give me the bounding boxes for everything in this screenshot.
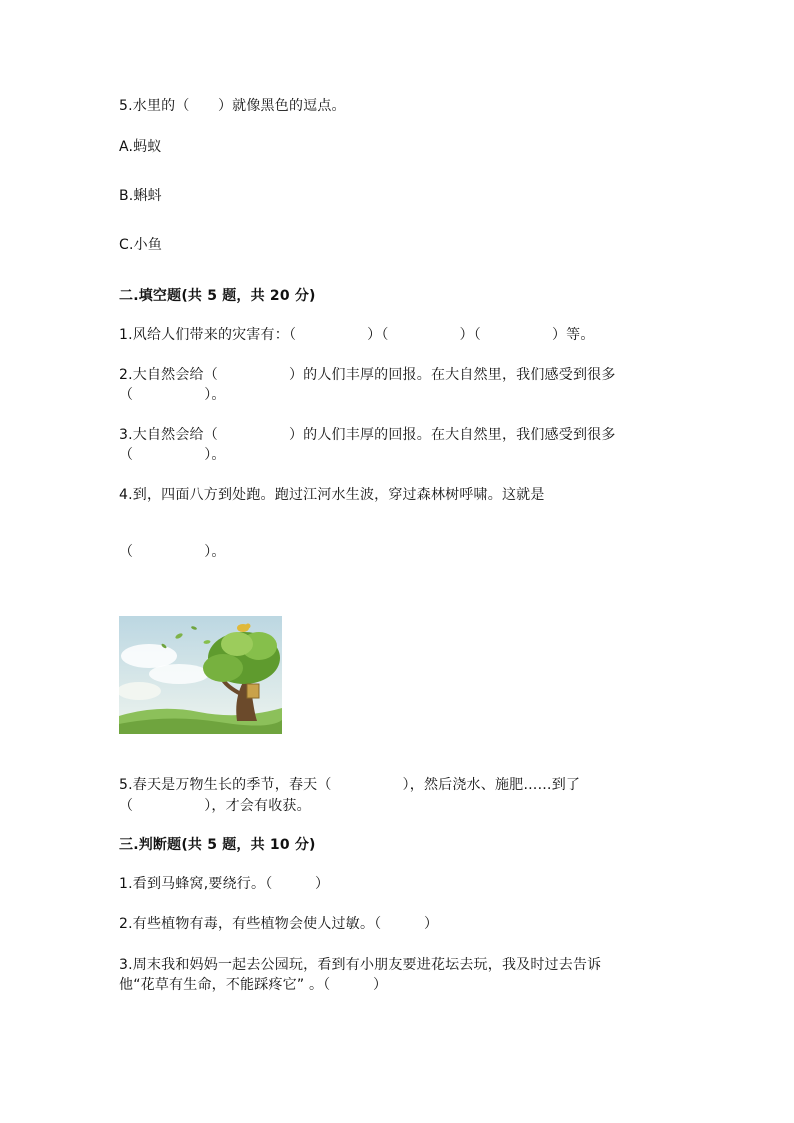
mc-option-a: A.蚂蚁 [119, 139, 162, 155]
fill-question-3-line1: 3.大自然会给（ ）的人们丰厚的回报。在大自然里，我们感受到很多 [119, 427, 616, 443]
fill-question-4-line1: 4.到，四面八方到处跑。跑过江河水生波，穿过森林树呼啸。这就是 [119, 487, 545, 503]
judge-question-3-line1: 3.周末我和妈妈一起去公园玩，看到有小朋友要进花坛去玩，我及时过去告诉 [119, 957, 602, 973]
judge-question-3-line2: 他“花草有生命，不能踩疼它” 。（ ） [119, 977, 388, 993]
fill-section-heading: 二.填空题(共 5 题，共 20 分) [119, 288, 316, 304]
tree-picture [119, 616, 282, 734]
fill-question-1: 1.风给人们带来的灾害有：（ ）（ ）（ ）等。 [119, 327, 595, 343]
fill-question-5-line2: （ ），才会有收获。 [119, 798, 311, 814]
fill-question-2-line1: 2.大自然会给（ ）的人们丰厚的回报。在大自然里，我们感受到很多 [119, 367, 616, 383]
fill-question-2-line2: （ ）。 [119, 387, 226, 403]
mc-option-c: C.小鱼 [119, 237, 163, 253]
mc-option-b: B.蝌蚪 [119, 188, 162, 204]
tree-illustration [119, 616, 282, 734]
fill-question-5-line1: 5.春天是万物生长的季节，春天（ ），然后浇水、施肥……到了 [119, 777, 581, 793]
mc-question-stem: 5.水里的（ ）就像黑色的逗点。 [119, 98, 346, 114]
judge-question-1: 1.看到马蜂窝,要绕行。（ ） [119, 876, 330, 892]
fill-question-3-line2: （ ）。 [119, 447, 226, 463]
judge-section-heading: 三.判断题(共 5 题，共 10 分) [119, 837, 316, 853]
fill-question-4-line2: （ ）。 [119, 544, 226, 560]
judge-question-2: 2.有些植物有毒，有些植物会使人过敏。（ ） [119, 916, 439, 932]
